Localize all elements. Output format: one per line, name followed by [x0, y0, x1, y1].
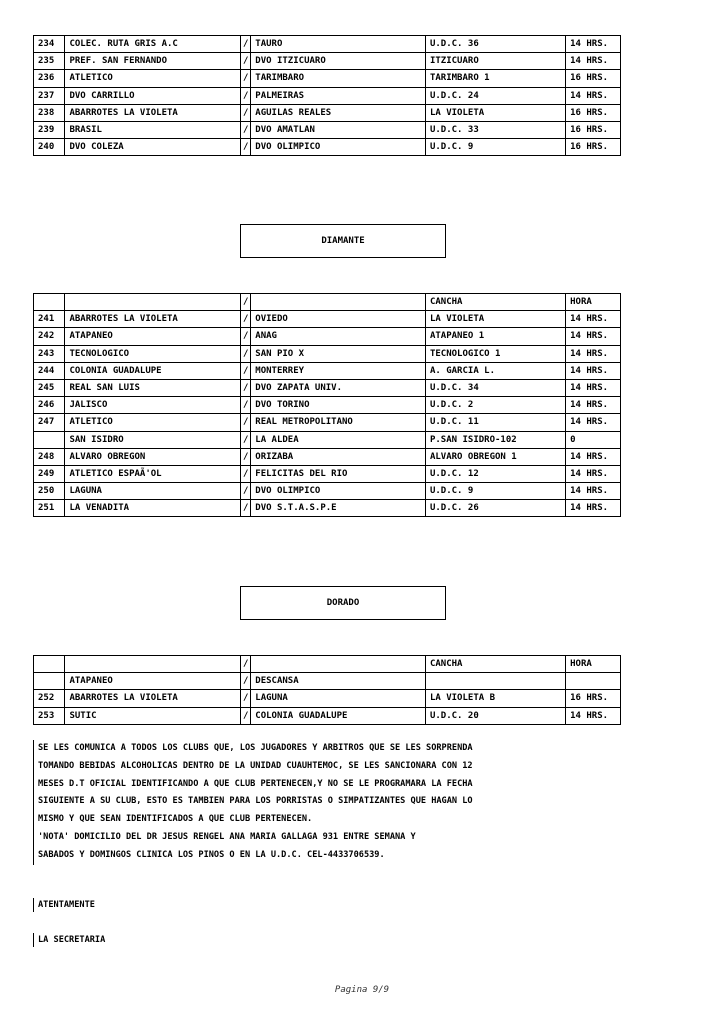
signature-text: LA SECRETARIA: [33, 933, 105, 947]
schedule-table-diamante: [33, 293, 621, 517]
notice-line: SIGUIENTE A SU CLUB, ESTO ES TAMBIEN PARA LOS PORRISTAS O SIMPATIZANTES QUE HAGAN LO: [38, 796, 473, 807]
court-cell: P.SAN ISIDRO-102: [425, 431, 565, 448]
home-team-cell: ATLETICO: [65, 414, 241, 431]
table-row: [34, 690, 621, 707]
separator-cell: /: [241, 70, 251, 87]
court-cell: U.D.C. 12: [425, 465, 565, 482]
court-cell: [425, 673, 565, 690]
schedule-table-dorado: [33, 655, 621, 725]
court-cell: U.D.C. 33: [425, 121, 565, 138]
match-number-cell: 236: [34, 70, 65, 87]
court-cell: A. GARCIA L.: [425, 362, 565, 379]
court-cell: U.D.C. 24: [425, 87, 565, 104]
time-cell: 16 HRS.: [566, 104, 621, 121]
table-row: [34, 500, 621, 517]
table-header-row: [34, 294, 621, 311]
notice-line: TOMANDO BEBIDAS ALCOHOLICAS DENTRO DE LA UNIDAD CUAUHTEMOC, SE LES SANCIONARA CON 12: [38, 760, 473, 771]
away-team-cell: DVO TORINO: [251, 397, 426, 414]
notice-line: MISMO Y QUE SEAN IDENTIFICADOS A QUE CLUB PERTENECEN.: [38, 814, 313, 825]
home-team-cell: COLEC. RUTA GRIS A.C: [65, 36, 241, 53]
home-team-cell: LA VENADITA: [65, 500, 241, 517]
home-team-cell: JALISCO: [65, 397, 241, 414]
court-cell: ITZICUARO: [425, 53, 565, 70]
table-row: [34, 448, 621, 465]
header-away-team-cell: [251, 294, 426, 311]
home-team-cell: DVO CARRILLO: [65, 87, 241, 104]
table-row: [34, 345, 621, 362]
table-row: [34, 104, 621, 121]
header-home-team-cell: [65, 294, 241, 311]
separator-cell: /: [241, 53, 251, 70]
table-row: [34, 465, 621, 482]
court-cell: U.D.C. 9: [425, 139, 565, 156]
away-team-cell: OVIEDO: [251, 311, 426, 328]
separator-cell: /: [241, 87, 251, 104]
away-team-cell: COLONIA GUADALUPE: [251, 707, 426, 724]
table-row: [34, 362, 621, 379]
time-cell: 14 HRS.: [566, 311, 621, 328]
separator-cell: /: [241, 673, 251, 690]
table-row: [34, 87, 621, 104]
table-row: [34, 414, 621, 431]
match-number-cell: 249: [34, 465, 65, 482]
separator-cell: /: [241, 328, 251, 345]
notice-line: SE LES COMUNICA A TODOS LOS CLUBS QUE, LOS JUGADORES Y ARBITROS QUE SE LES SORPRENDA: [38, 743, 473, 753]
match-number-cell: 234: [34, 36, 65, 53]
match-number-cell: 241: [34, 311, 65, 328]
home-team-cell: SUTIC: [65, 707, 241, 724]
table-row: [34, 673, 621, 690]
match-number-cell: 253: [34, 707, 65, 724]
table-row: [34, 139, 621, 156]
home-team-cell: ATAPANEO: [65, 673, 241, 690]
court-cell: ALVARO OBREGON 1: [425, 448, 565, 465]
away-team-cell: TAURO: [251, 36, 426, 53]
away-team-cell: ORIZABA: [251, 448, 426, 465]
separator-cell: /: [241, 431, 251, 448]
table-row: [34, 121, 621, 138]
time-cell: 16 HRS.: [566, 690, 621, 707]
header-match-number-cell: [34, 656, 65, 673]
table-row: [34, 70, 621, 87]
away-team-cell: FELICITAS DEL RIO: [251, 465, 426, 482]
notice-paragraph: [33, 740, 598, 865]
division-title-dorado: DORADO: [240, 586, 446, 620]
separator-cell: /: [241, 690, 251, 707]
court-cell: U.D.C. 34: [425, 379, 565, 396]
time-cell: 14 HRS.: [566, 87, 621, 104]
time-cell: 14 HRS.: [566, 707, 621, 724]
home-team-cell: ATLETICO ESPAÃ'OL: [65, 465, 241, 482]
away-team-cell: AGUILAS REALES: [251, 104, 426, 121]
time-cell: 14 HRS.: [566, 483, 621, 500]
table-row: [34, 311, 621, 328]
home-team-cell: PREF. SAN FERNANDO: [65, 53, 241, 70]
match-number-cell: [34, 431, 65, 448]
away-team-cell: SAN PIO X: [251, 345, 426, 362]
time-cell: 14 HRS.: [566, 362, 621, 379]
court-cell: LA VIOLETA B: [425, 690, 565, 707]
away-team-cell: PALMEIRAS: [251, 87, 426, 104]
court-cell: U.D.C. 20: [425, 707, 565, 724]
away-team-cell: LAGUNA: [251, 690, 426, 707]
court-cell: TARIMBARO 1: [425, 70, 565, 87]
away-team-cell: DVO ZAPATA UNIV.: [251, 379, 426, 396]
table-header-row: [34, 656, 621, 673]
separator-cell: /: [241, 397, 251, 414]
away-team-cell: DVO OLIMPICO: [251, 139, 426, 156]
match-number-cell: 235: [34, 53, 65, 70]
away-team-cell: DESCANSA: [251, 673, 426, 690]
home-team-cell: LAGUNA: [65, 483, 241, 500]
court-cell: LA VIOLETA: [425, 104, 565, 121]
court-cell: LA VIOLETA: [425, 311, 565, 328]
time-cell: 14 HRS.: [566, 345, 621, 362]
time-cell: 14 HRS.: [566, 465, 621, 482]
time-cell: 0: [566, 431, 621, 448]
court-cell: U.D.C. 9: [425, 483, 565, 500]
home-team-cell: ALVARO OBREGON: [65, 448, 241, 465]
table-row: [34, 707, 621, 724]
header-match-number-cell: [34, 294, 65, 311]
time-cell: 14 HRS.: [566, 500, 621, 517]
match-number-cell: 247: [34, 414, 65, 431]
home-team-cell: ATLETICO: [65, 70, 241, 87]
match-number-cell: 244: [34, 362, 65, 379]
home-team-cell: ABARROTES LA VIOLETA: [65, 104, 241, 121]
match-number-cell: 252: [34, 690, 65, 707]
time-cell: 14 HRS.: [566, 36, 621, 53]
time-cell: [566, 673, 621, 690]
header-court-cell: CANCHA: [425, 656, 565, 673]
time-cell: 14 HRS.: [566, 414, 621, 431]
home-team-cell: DVO COLEZA: [65, 139, 241, 156]
court-cell: U.D.C. 26: [425, 500, 565, 517]
separator-cell: /: [241, 483, 251, 500]
time-cell: 16 HRS.: [566, 70, 621, 87]
home-team-cell: TECNOLOGICO: [65, 345, 241, 362]
court-cell: TECNOLOGICO 1: [425, 345, 565, 362]
separator-cell: /: [241, 104, 251, 121]
home-team-cell: COLONIA GUADALUPE: [65, 362, 241, 379]
table-row: [34, 379, 621, 396]
time-cell: 16 HRS.: [566, 121, 621, 138]
separator-cell: /: [241, 707, 251, 724]
court-cell: U.D.C. 2: [425, 397, 565, 414]
table-row: [34, 483, 621, 500]
match-number-cell: 240: [34, 139, 65, 156]
home-team-cell: ABARROTES LA VIOLETA: [65, 690, 241, 707]
away-team-cell: TARIMBARO: [251, 70, 426, 87]
away-team-cell: DVO ITZICUARO: [251, 53, 426, 70]
table-row: [34, 328, 621, 345]
home-team-cell: ATAPANEO: [65, 328, 241, 345]
match-number-cell: 251: [34, 500, 65, 517]
away-team-cell: MONTERREY: [251, 362, 426, 379]
away-team-cell: LA ALDEA: [251, 431, 426, 448]
court-cell: U.D.C. 11: [425, 414, 565, 431]
separator-cell: /: [241, 36, 251, 53]
home-team-cell: REAL SAN LUIS: [65, 379, 241, 396]
away-team-cell: ANAG: [251, 328, 426, 345]
home-team-cell: SAN ISIDRO: [65, 431, 241, 448]
division-title-diamante: DIAMANTE: [240, 224, 446, 258]
match-number-cell: 246: [34, 397, 65, 414]
match-number-cell: 239: [34, 121, 65, 138]
page-number: Pagina 9/9: [334, 985, 390, 995]
away-team-cell: REAL METROPOLITANO: [251, 414, 426, 431]
match-number-cell: 243: [34, 345, 65, 362]
separator-cell: /: [241, 121, 251, 138]
header-away-team-cell: [251, 656, 426, 673]
separator-cell: /: [241, 448, 251, 465]
match-number-cell: 238: [34, 104, 65, 121]
schedule-table-top: [33, 35, 621, 156]
court-cell: U.D.C. 36: [425, 36, 565, 53]
table-row: [34, 36, 621, 53]
header-separator-cell: /: [241, 656, 251, 673]
notice-line: 'NOTA' DOMICILIO DEL DR JESUS RENGEL ANA MARIA GALLAGA 931 ENTRE SEMANA Y: [38, 831, 416, 842]
match-number-cell: 248: [34, 448, 65, 465]
header-home-team-cell: [65, 656, 241, 673]
match-number-cell: 242: [34, 328, 65, 345]
court-cell: ATAPANEO 1: [425, 328, 565, 345]
match-number-cell: 245: [34, 379, 65, 396]
table-row: [34, 53, 621, 70]
separator-cell: /: [241, 345, 251, 362]
notice-line: SABADOS Y DOMINGOS CLINICA LOS PINOS O EN LA U.D.C. CEL-4433706539.: [38, 849, 385, 860]
header-separator-cell: /: [241, 294, 251, 311]
match-number-cell: 250: [34, 483, 65, 500]
away-team-cell: DVO AMATLAN: [251, 121, 426, 138]
time-cell: 14 HRS.: [566, 397, 621, 414]
separator-cell: /: [241, 362, 251, 379]
header-court-cell: CANCHA: [425, 294, 565, 311]
time-cell: 16 HRS.: [566, 139, 621, 156]
separator-cell: /: [241, 139, 251, 156]
home-team-cell: ABARROTES LA VIOLETA: [65, 311, 241, 328]
match-number-cell: [34, 673, 65, 690]
separator-cell: /: [241, 311, 251, 328]
match-number-cell: 237: [34, 87, 65, 104]
table-row: [34, 431, 621, 448]
time-cell: 14 HRS.: [566, 379, 621, 396]
closing-text: ATENTAMENTE: [33, 898, 95, 912]
away-team-cell: DVO OLIMPICO: [251, 483, 426, 500]
time-cell: 14 HRS.: [566, 53, 621, 70]
header-time-cell: HORA: [566, 656, 621, 673]
header-time-cell: HORA: [566, 294, 621, 311]
home-team-cell: BRASIL: [65, 121, 241, 138]
separator-cell: /: [241, 414, 251, 431]
notice-line: MESES D.T OFICIAL IDENTIFICANDO A QUE CLUB PERTENECEN,Y NO SE LE PROGRAMARA LA FECHA: [38, 778, 473, 789]
time-cell: 14 HRS.: [566, 448, 621, 465]
separator-cell: /: [241, 465, 251, 482]
separator-cell: /: [241, 379, 251, 396]
away-team-cell: DVO S.T.A.S.P.E: [251, 500, 426, 517]
table-row: [34, 397, 621, 414]
separator-cell: /: [241, 500, 251, 517]
time-cell: 14 HRS.: [566, 328, 621, 345]
